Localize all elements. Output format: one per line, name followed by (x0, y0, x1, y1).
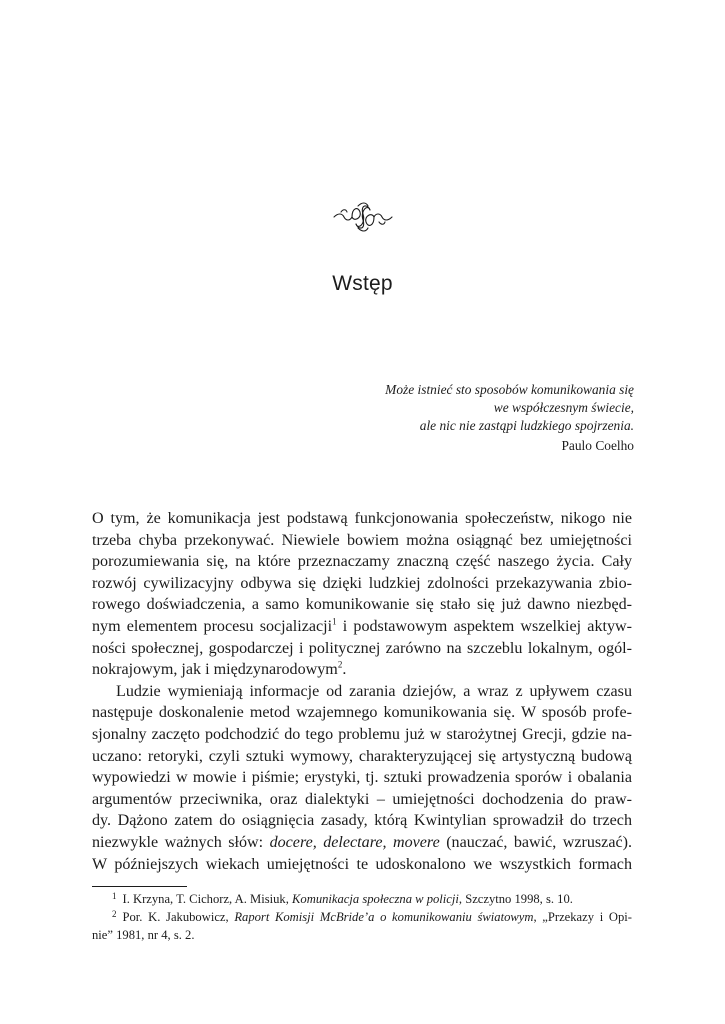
text-line: uczano: retoryki, czyli sztuki wymowy, charakteryzującej się artystyczną budową (92, 747, 632, 765)
text-fragment: Por. K. Jakubowicz, (122, 910, 235, 924)
text-line: trzeba chyba przekonywać. Niewiele bowiem można osiągnąć bez umiejętności (92, 531, 632, 549)
flourish-ornament-icon (332, 200, 394, 234)
epigraph (294, 381, 634, 455)
chapter-title: Wstęp (332, 272, 393, 295)
text-fragment: i podstawowym aspektem wszelkiej aktyw- (336, 617, 632, 635)
footnote-2 (92, 908, 632, 926)
text-fragment: . (342, 661, 347, 679)
epigraph-line: ale nic nie zastąpi ludzkiego spojrzenia. (419, 418, 634, 433)
text-line: argumentów przeciwnika, oraz dialektyki – umiejętności dochodzenia do praw- (92, 790, 632, 808)
text-fragment: , Szczytno 1998, s. 10. (458, 892, 573, 906)
text-line: porozumiewania się, na które przeznaczamy znaczną część naszego życia. Cały (92, 553, 632, 571)
text-line: rozwój cywilizacyjny odbywa się dzięki ludzkiej zdolności przekazywania zbio- (92, 574, 632, 592)
footnote-number: 2 (112, 909, 117, 919)
text-line (92, 659, 632, 681)
body-text (92, 508, 632, 875)
text-fragment: nokrajowym, jak i międzynarodowym (92, 661, 338, 679)
footnote-title: Komunikacja społeczna w policji (292, 892, 459, 906)
latin-phrase: docere, delectare, movere (269, 833, 440, 851)
text-fragment: , „Przekazy i Opi- (533, 910, 632, 924)
footnote-separator (92, 886, 187, 887)
footnote-number: 1 (112, 891, 117, 901)
footnote-title: Raport Komisji McBride’a o komunikowaniu światowym (234, 910, 534, 924)
epigraph-author: Paulo Coelho (561, 438, 634, 453)
text-line: Ludzie wymieniają informacje od zarania dziejów, a wraz z upływem czasu (116, 682, 632, 700)
text-line: dy. Dążono zatem do osiągnięcia zasady, którą Kwintylian sprowadził do trzech (92, 812, 632, 830)
epigraph-line: we współczesnym świecie, (493, 400, 634, 415)
text-line (92, 616, 632, 638)
text-line: wypowiedzi w mowie i piśmie; erystyki, tj. sztuki prowadzenia sporów i obalania (92, 769, 632, 787)
text-fragment: nym elementem procesu socjalizacji (92, 617, 333, 635)
footnotes (92, 890, 632, 944)
text-line: ności społecznej, gospodarczej i politycznej zarówno na szczeblu lokalnym, ogól- (92, 639, 632, 657)
text-line: W późniejszych wiekach umiejętności te udoskonalono we wszystkich formach (92, 855, 632, 873)
text-line: O tym, że komunikacja jest podstawą funkcjonowania społeczeństw, nikogo nie (92, 510, 632, 527)
text-line: sjonalny zaczęto podchodzić do tego problemu już w starożytnej Grecji, gdzie na- (92, 725, 632, 743)
footnote-2-continuation: nie” 1981, nr 4, s. 2. (92, 928, 195, 942)
text-line (92, 832, 632, 854)
text-fragment: I. Krzyna, T. Cichorz, A. Misiuk, (122, 892, 293, 906)
epigraph-line: Może istnieć sto sposobów komunikowania się (385, 382, 634, 397)
footnote-ref: 2 (337, 659, 343, 670)
footnote-ref: 1 (332, 616, 337, 627)
text-line: rowego doświadczenia, a samo komunikowanie się stało się już dawno niezbęd- (92, 596, 632, 614)
text-fragment: (nauczać, bawić, wzruszać). (439, 833, 632, 851)
text-fragment: niezwykle ważnych słów: (92, 833, 270, 851)
footnote-1 (92, 890, 632, 908)
text-line: następuje doskonalenie metod wzajemnego komunikowania się. W sposób profe- (92, 704, 632, 722)
